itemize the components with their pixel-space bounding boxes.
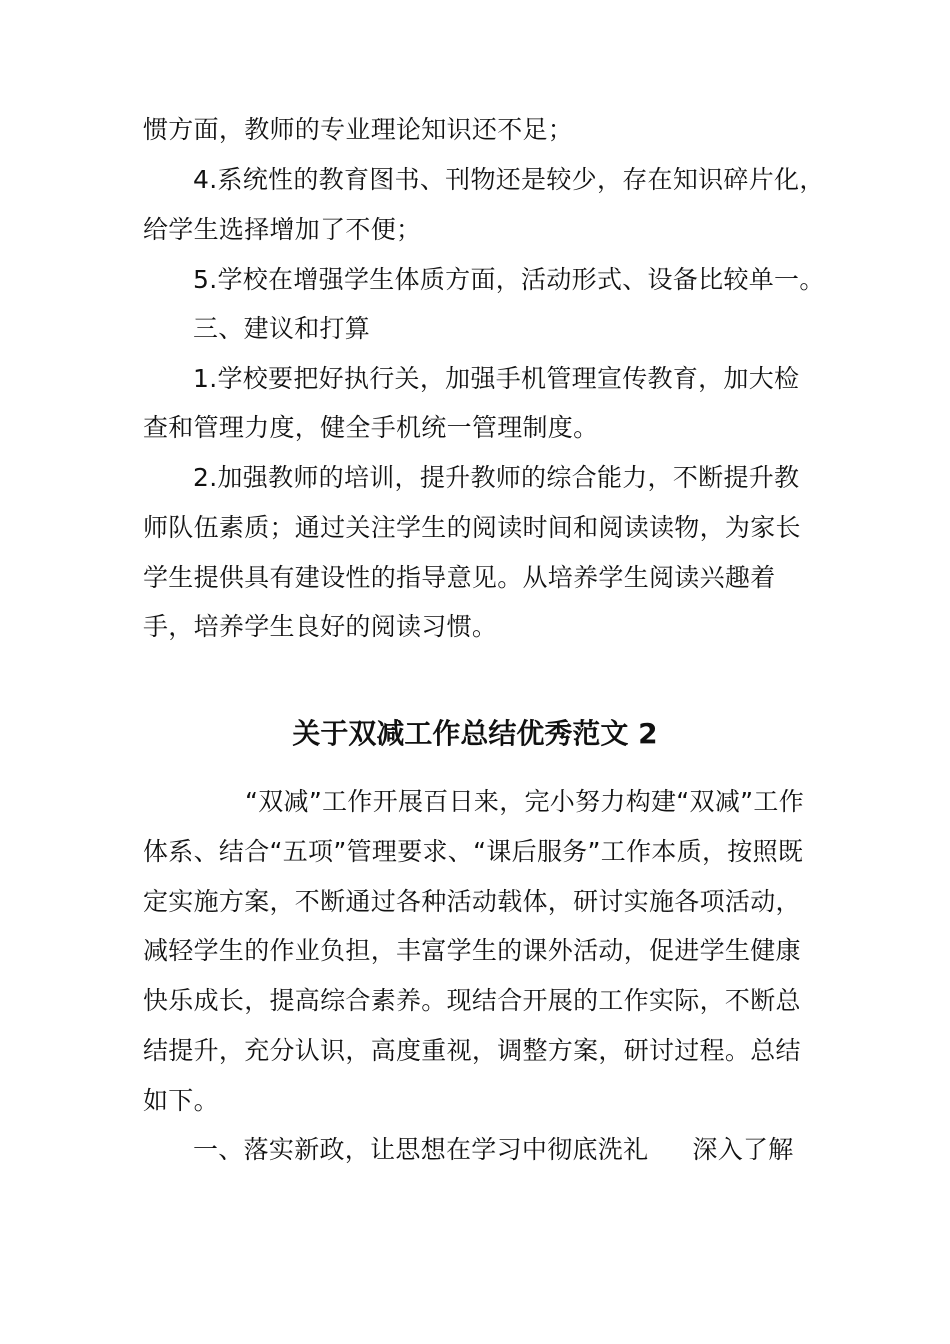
paragraph-line: 给学生选择增加了不便； bbox=[143, 215, 422, 244]
paragraph-line: 快乐成长，提高综合素养。现结合开展的工作实际，不断总 bbox=[143, 986, 801, 1015]
paragraph-line: 如下。 bbox=[143, 1086, 219, 1115]
paragraph-line: 惯方面，教师的专业理论知识还不足； bbox=[143, 115, 574, 144]
paragraph-line: 结提升，充分认识，高度重视，调整方案，研讨过程。总结 bbox=[143, 1036, 801, 1065]
paragraph-line: 2.加强教师的培训，提升教师的综合能力，不断提升教 bbox=[193, 463, 800, 492]
paragraph-line: 1.学校要把好执行关，加强手机管理宣传教育，加大检 bbox=[193, 364, 800, 393]
paragraph-text: 深入了解 bbox=[692, 1135, 794, 1164]
article-title: 关于双减工作总结优秀范文 2 bbox=[292, 717, 658, 750]
paragraph-line: 学生提供具有建设性的指导意见。从培养学生阅读兴趣着 bbox=[143, 563, 776, 592]
paragraph-line: 体系、结合“五项”管理要求、“课后服务”工作本质，按照既 bbox=[143, 837, 804, 866]
paragraph-line: 定实施方案，不断通过各种活动载体，研讨实施各项活动， bbox=[143, 887, 801, 916]
paragraph-line: 4.系统性的教育图书、刊物还是较少，存在知识碎片化， bbox=[193, 165, 825, 194]
paragraph-line: 减轻学生的作业负担，丰富学生的课外活动，促进学生健康 bbox=[143, 936, 801, 965]
section-heading: 三、建议和打算 bbox=[193, 314, 371, 343]
paragraph-line: 手，培养学生良好的阅读习惯。 bbox=[143, 612, 498, 641]
paragraph-line: 5.学校在增强学生体质方面，活动形式、设备比较单一。 bbox=[193, 265, 825, 294]
paragraph-line: 查和管理力度，健全手机统一管理制度。 bbox=[143, 413, 599, 442]
section-heading-line bbox=[143, 1134, 873, 1166]
paragraph-line: 师队伍素质；通过关注学生的阅读时间和阅读读物，为家长 bbox=[143, 513, 801, 542]
paragraph-line: “双减”工作开展百日来，完小努力构建“双减”工作 bbox=[245, 787, 805, 816]
section-heading: 一、落实新政，让思想在学习中彻底洗礼 bbox=[193, 1135, 649, 1164]
